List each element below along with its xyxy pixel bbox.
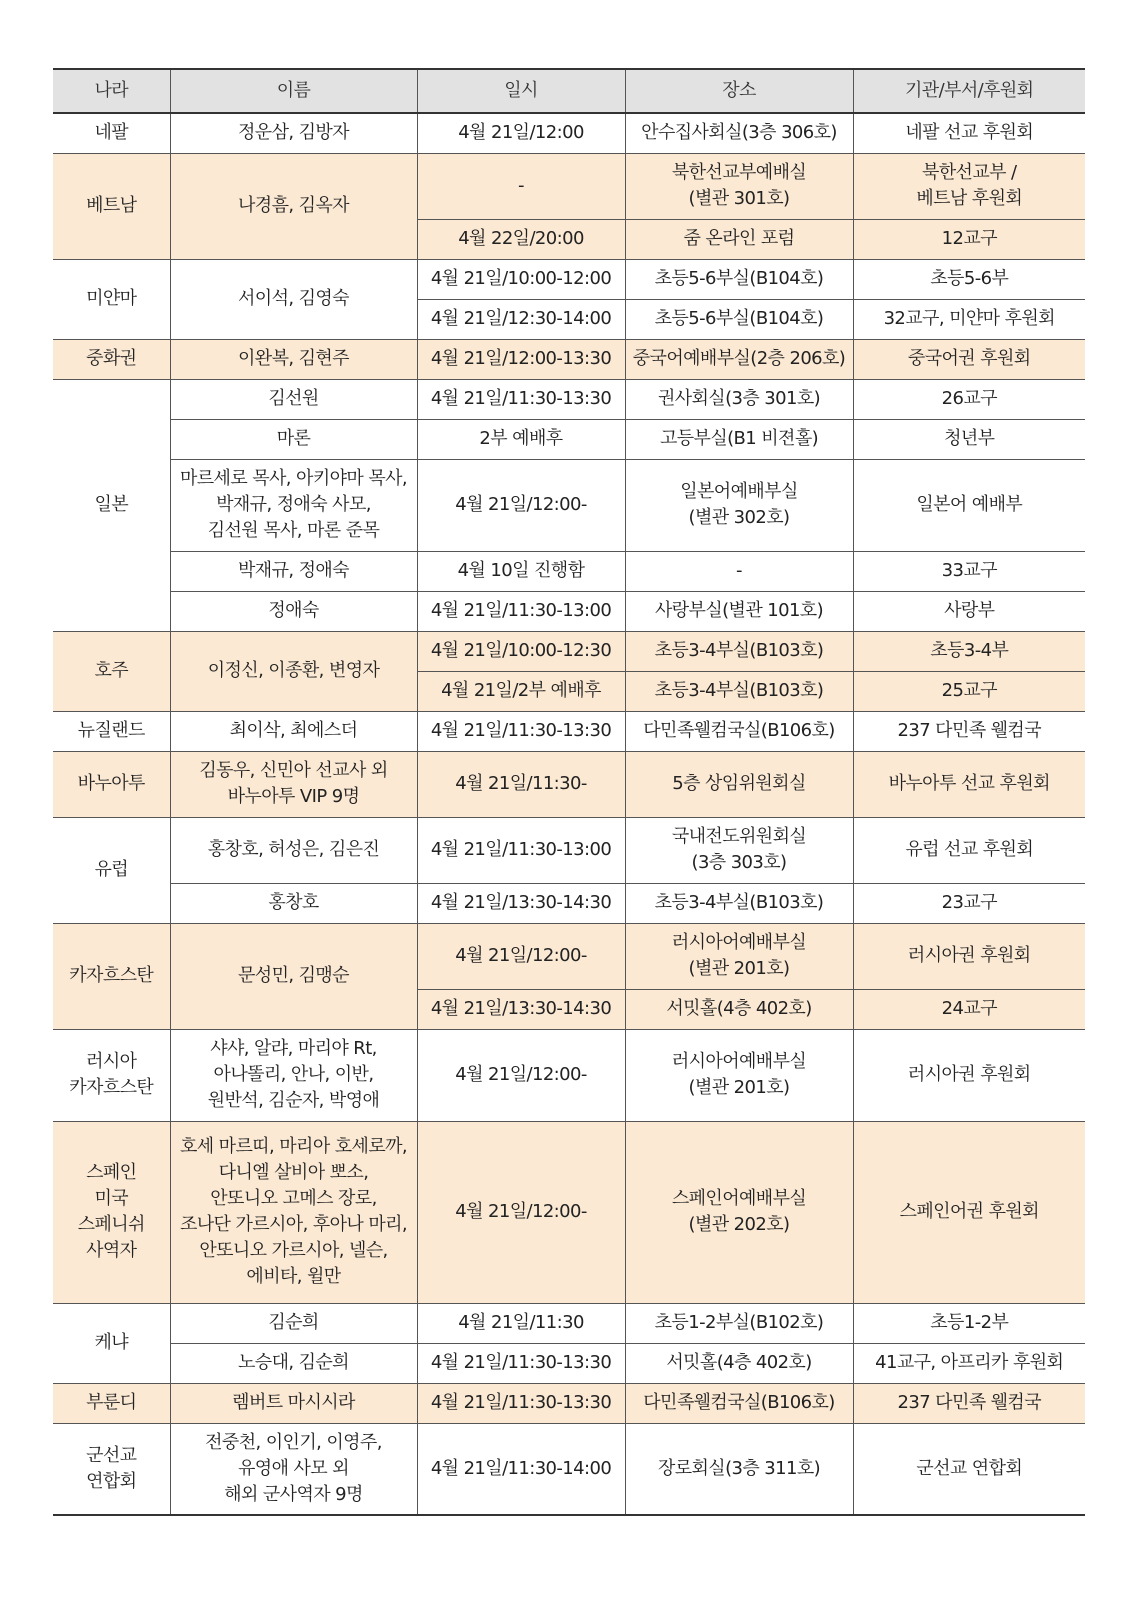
table-row: [53, 1383, 1085, 1423]
table-cell: 초등3-4부실(B103호): [625, 631, 853, 671]
table-row: [53, 817, 1085, 883]
table-cell: 4월 21일/11:30-13:30: [417, 711, 625, 751]
table-cell: 일본어 예배부: [853, 459, 1085, 551]
table-cell: 4월 21일/11:30-13:30: [417, 1383, 625, 1423]
table-cell: 고등부실(B1 비젼홀): [625, 419, 853, 459]
table-cell: 국내전도위원회실 (3층 303호): [625, 817, 853, 883]
table-row: [53, 459, 1085, 551]
table-cell: 청년부: [853, 419, 1085, 459]
table-cell: 초등1-2부: [853, 1303, 1085, 1343]
table-cell: 4월 21일/11:30-13:30: [417, 379, 625, 419]
table-cell: 4월 21일/12:00-: [417, 923, 625, 989]
table-cell: 4월 21일/13:30-14:30: [417, 883, 625, 923]
table-cell: 초등5-6부실(B104호): [625, 299, 853, 339]
table-cell: 뉴질랜드: [53, 711, 170, 751]
table-cell: 김동우, 신민아 선교사 외 바누아투 VIP 9명: [170, 751, 417, 817]
table-cell: 안수집사회실(3층 306호): [625, 113, 853, 153]
table-row: [53, 339, 1085, 379]
table-cell: 정애숙: [170, 591, 417, 631]
table-row: [53, 751, 1085, 817]
table-cell: 나경흠, 김옥자: [170, 153, 417, 259]
table-cell: 네팔 선교 후원회: [853, 113, 1085, 153]
table-cell: 다민족웰컴국실(B106호): [625, 711, 853, 751]
table-cell: 네팔: [53, 113, 170, 153]
table-cell: 군선교 연합회: [53, 1423, 170, 1515]
table-cell: 초등3-4부: [853, 631, 1085, 671]
table-row: [53, 923, 1085, 989]
table-cell: 4월 21일/12:00-: [417, 1029, 625, 1121]
table-cell: 4월 21일/13:30-14:30: [417, 989, 625, 1029]
table-cell: 서이석, 김영숙: [170, 259, 417, 339]
table-cell: 일본: [53, 379, 170, 631]
table-row: [53, 379, 1085, 419]
table-cell: 4월 21일/11:30: [417, 1303, 625, 1343]
table-cell: 김순희: [170, 1303, 417, 1343]
table-cell: 러시아권 후원회: [853, 923, 1085, 989]
table-cell: 마르세로 목사, 아키야마 목사, 박재규, 정애숙 사모, 김선원 목사, 마론 준목: [170, 459, 417, 551]
table-cell: 41교구, 아프리카 후원회: [853, 1343, 1085, 1383]
table-cell: 베트남: [53, 153, 170, 259]
header-name: 이름: [170, 69, 417, 113]
table-cell: 초등3-4부실(B103호): [625, 671, 853, 711]
table-cell: 초등5-6부: [853, 259, 1085, 299]
table-cell: 박재규, 정애숙: [170, 551, 417, 591]
table-cell: 러시아권 후원회: [853, 1029, 1085, 1121]
table-cell: 스페인어권 후원회: [853, 1121, 1085, 1303]
table-row: [53, 419, 1085, 459]
table-cell: 스페인어예배부실 (별관 202호): [625, 1121, 853, 1303]
table-cell: 237 다민족 웰컴국: [853, 1383, 1085, 1423]
table-row: [53, 1121, 1085, 1303]
table-row: [53, 1343, 1085, 1383]
table-row: [53, 883, 1085, 923]
table-cell: 스페인 미국 스페니쉬 사역자: [53, 1121, 170, 1303]
table-row: [53, 631, 1085, 671]
table-row: [53, 113, 1085, 153]
table-cell: 바누아투: [53, 751, 170, 817]
table-cell: 다민족웰컴국실(B106호): [625, 1383, 853, 1423]
table-cell: 중화권: [53, 339, 170, 379]
table-header-row: [53, 69, 1085, 113]
table-cell: 렘버트 마시시라: [170, 1383, 417, 1423]
table-cell: 24교구: [853, 989, 1085, 1029]
table-cell: 권사회실(3층 301호): [625, 379, 853, 419]
table-cell: 서밋홀(4층 402호): [625, 1343, 853, 1383]
table-cell: 줌 온라인 포럼: [625, 219, 853, 259]
table-row: [53, 153, 1085, 219]
table-cell: 237 다민족 웰컴국: [853, 711, 1085, 751]
table-cell: 4월 21일/12:00-: [417, 1121, 625, 1303]
table-cell: 유럽 선교 후원회: [853, 817, 1085, 883]
table-cell: 샤샤, 알랴, 마리야 Rt, 아나똘리, 안나, 이반, 원반석, 김순자, 박영애: [170, 1029, 417, 1121]
table-cell: 이정신, 이종환, 변영자: [170, 631, 417, 711]
table-cell: 문성민, 김맹순: [170, 923, 417, 1029]
table-body: [53, 113, 1085, 1515]
table-cell: 북한선교부예배실 (별관 301호): [625, 153, 853, 219]
header-organization: 기관/부서/후원회: [853, 69, 1085, 113]
table-cell: 4월 21일/11:30-13:30: [417, 1343, 625, 1383]
header-country: 나라: [53, 69, 170, 113]
table-row: [53, 591, 1085, 631]
table-cell: 4월 21일/12:00-: [417, 459, 625, 551]
table-cell: 노승대, 김순희: [170, 1343, 417, 1383]
table-cell: 최이삭, 최에스더: [170, 711, 417, 751]
header-location: 장소: [625, 69, 853, 113]
table-cell: 4월 21일/11:30-13:00: [417, 591, 625, 631]
table-cell: 러시아어예배부실 (별관 201호): [625, 1029, 853, 1121]
table-cell: 4월 21일/11:30-: [417, 751, 625, 817]
table-cell: 26교구: [853, 379, 1085, 419]
table-cell: 12교구: [853, 219, 1085, 259]
table-cell: 33교구: [853, 551, 1085, 591]
table-cell: 25교구: [853, 671, 1085, 711]
table-cell: 23교구: [853, 883, 1085, 923]
table-row: [53, 551, 1085, 591]
table-cell: 4월 21일/11:30-14:00: [417, 1423, 625, 1515]
table-cell: 32교구, 미얀마 후원회: [853, 299, 1085, 339]
table-cell: 2부 예배후: [417, 419, 625, 459]
table-cell: 서밋홀(4층 402호): [625, 989, 853, 1029]
table-cell: 러시아어예배부실 (별관 201호): [625, 923, 853, 989]
table-cell: 호주: [53, 631, 170, 711]
table-cell: 장로회실(3층 311호): [625, 1423, 853, 1515]
table-cell: 부룬디: [53, 1383, 170, 1423]
table-cell: 북한선교부 / 베트남 후원회: [853, 153, 1085, 219]
table-cell: 홍창호: [170, 883, 417, 923]
table-cell: 4월 21일/12:30-14:00: [417, 299, 625, 339]
table-cell: 4월 21일/12:00: [417, 113, 625, 153]
table-cell: 4월 21일/12:00-13:30: [417, 339, 625, 379]
table-cell: -: [625, 551, 853, 591]
table-cell: 유럽: [53, 817, 170, 923]
table-cell: 4월 21일/10:00-12:00: [417, 259, 625, 299]
table-row: [53, 1303, 1085, 1343]
table-cell: 초등1-2부실(B102호): [625, 1303, 853, 1343]
table-cell: 4월 21일/2부 예배후: [417, 671, 625, 711]
table-cell: -: [417, 153, 625, 219]
table-cell: 5층 상임위원회실: [625, 751, 853, 817]
table-cell: 초등5-6부실(B104호): [625, 259, 853, 299]
table-cell: 중국어예배부실(2층 206호): [625, 339, 853, 379]
table-cell: 4월 21일/10:00-12:30: [417, 631, 625, 671]
table-cell: 일본어예배부실 (별관 302호): [625, 459, 853, 551]
table-row: [53, 259, 1085, 299]
table-cell: 마론: [170, 419, 417, 459]
table-cell: 호세 마르띠, 마리아 호세로까, 다니엘 살비아 뽀소, 안또니오 고메스 장로, 조나단 가르시아, 후아나 마리, 안또니오 가르시아, 넬슨, 에비타, 윌만: [170, 1121, 417, 1303]
table-cell: 정운삼, 김방자: [170, 113, 417, 153]
table-cell: 러시아 카자흐스탄: [53, 1029, 170, 1121]
table-cell: 케냐: [53, 1303, 170, 1383]
table-cell: 이완복, 김현주: [170, 339, 417, 379]
table-cell: 카자흐스탄: [53, 923, 170, 1029]
table-cell: 초등3-4부실(B103호): [625, 883, 853, 923]
table-cell: 바누아투 선교 후원회: [853, 751, 1085, 817]
table-cell: 홍창호, 허성은, 김은진: [170, 817, 417, 883]
table-cell: 사랑부실(별관 101호): [625, 591, 853, 631]
table-cell: 사랑부: [853, 591, 1085, 631]
table-cell: 군선교 연합회: [853, 1423, 1085, 1515]
table-row: [53, 1029, 1085, 1121]
table-cell: 전중천, 이인기, 이영주, 유영애 사모 외 해외 군사역자 9명: [170, 1423, 417, 1515]
schedule-table-container: [53, 68, 1085, 1516]
table-cell: 4월 22일/20:00: [417, 219, 625, 259]
header-datetime: 일시: [417, 69, 625, 113]
table-cell: 4월 21일/11:30-13:00: [417, 817, 625, 883]
table-cell: 김선원: [170, 379, 417, 419]
table-row: [53, 1423, 1085, 1515]
table-cell: 미얀마: [53, 259, 170, 339]
table-cell: 중국어권 후원회: [853, 339, 1085, 379]
table-row: [53, 711, 1085, 751]
table-cell: 4월 10일 진행함: [417, 551, 625, 591]
schedule-table: [53, 68, 1085, 1516]
